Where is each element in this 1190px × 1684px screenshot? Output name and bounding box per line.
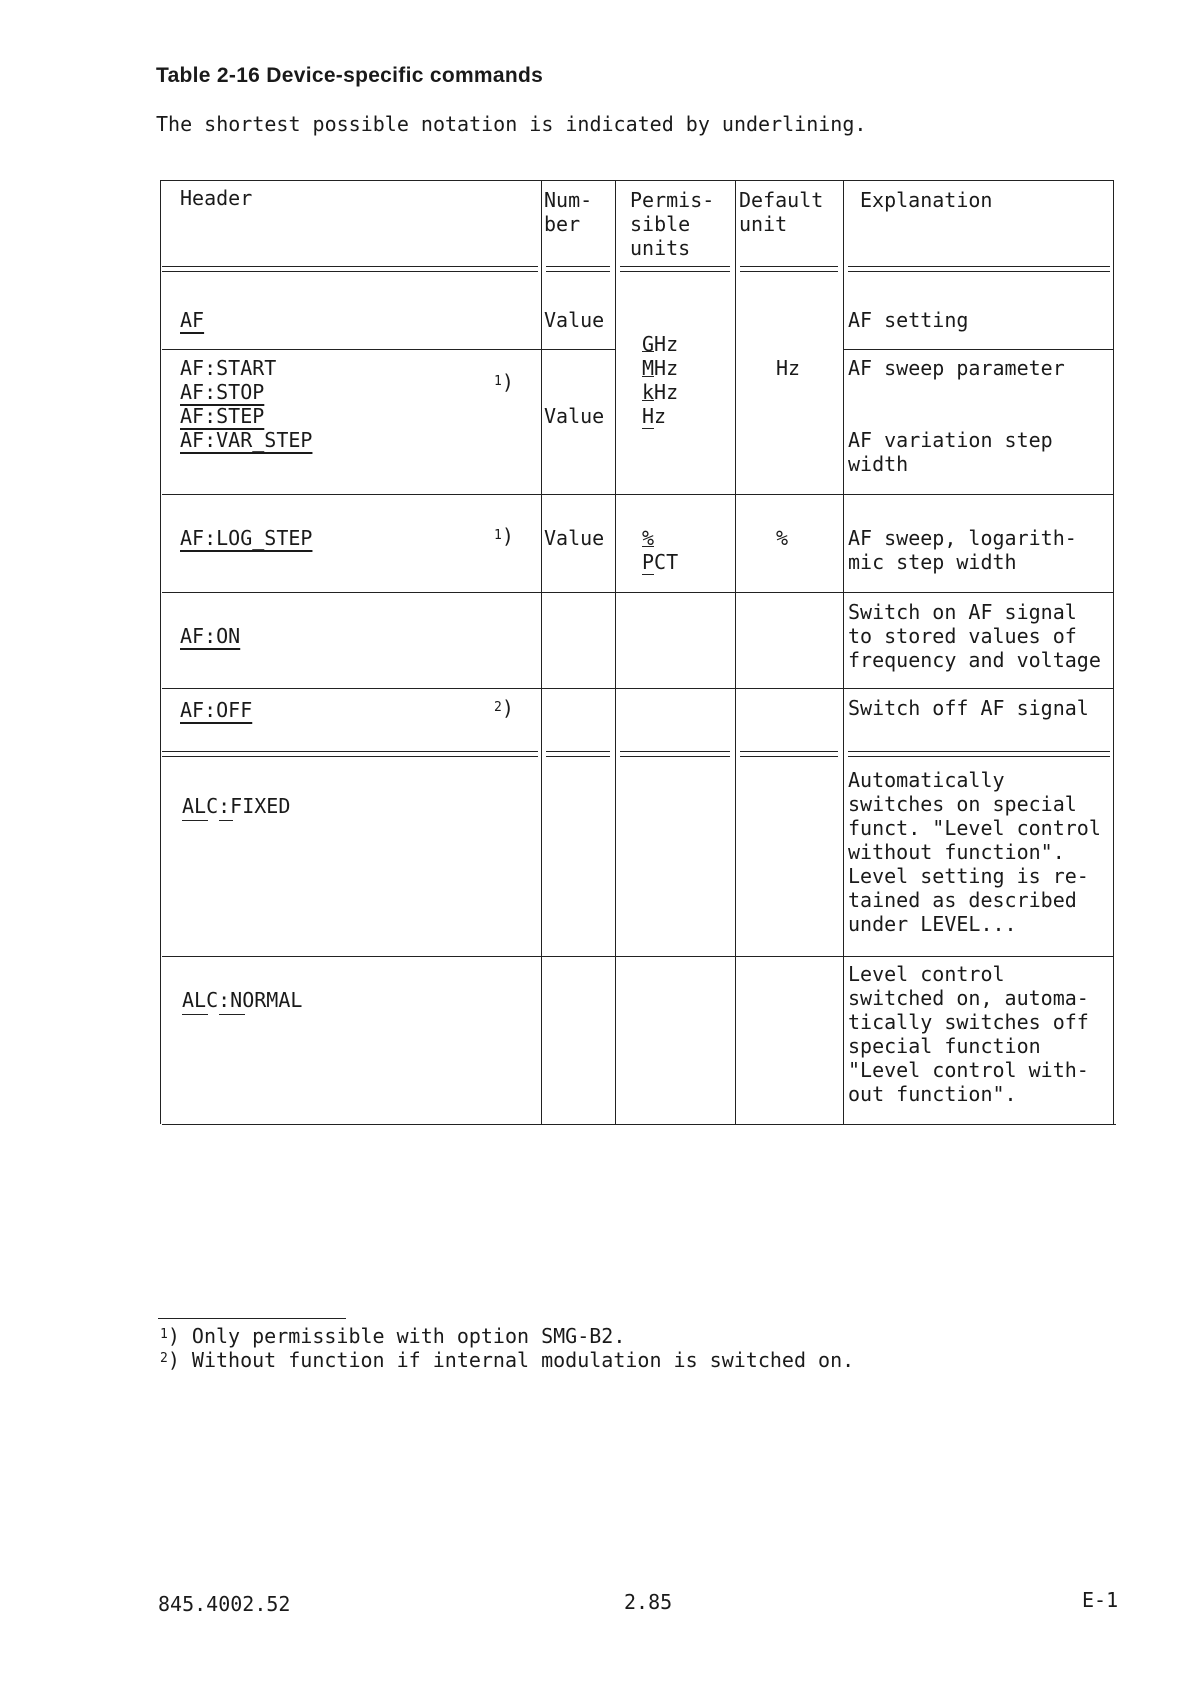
date-code: 2.85 [624, 1590, 673, 1614]
explanation-alcnormal-4: special function [848, 1034, 1041, 1058]
alc-normal-underline-1 [182, 1014, 208, 1015]
row-sep-af [162, 349, 615, 350]
number-logstep: Value [544, 526, 605, 550]
footnote-ref-sweep: $^1$) [494, 370, 514, 394]
table-bottom-border [162, 1124, 1116, 1125]
col-header-number-2: ber [544, 212, 581, 236]
explanation-afon-3: frequency and voltage [848, 648, 1101, 672]
unit-pct: PCT [642, 550, 679, 574]
header-double-rule-3 [620, 266, 730, 272]
explanation-alcnormal-1: Level control [848, 962, 1005, 986]
explanation-afon-1: Switch on AF signal [848, 600, 1077, 624]
explanation-afoff: Switch off AF signal [848, 696, 1089, 720]
footnote-2: $^2$) Without function if internal modulation is switched on. [160, 1348, 855, 1372]
command-af: AF [180, 308, 205, 332]
unit-hz: Hz [642, 404, 667, 428]
number-af: Value [544, 308, 605, 332]
explanation-logstep-2: mic step width [848, 550, 1017, 574]
col-header-header: Header [180, 186, 253, 210]
alc-fixed-underline-1 [182, 820, 208, 821]
explanation-var-2: width [848, 452, 909, 476]
explanation-alcfixed-7: under LEVEL... [848, 912, 1017, 936]
group-double-rule-4 [740, 751, 838, 757]
default-unit-percent: % [776, 526, 789, 550]
command-af-on: AF:ON [180, 624, 241, 648]
col-header-units-3: units [630, 236, 691, 260]
col-sep-explanation [843, 180, 844, 1124]
explanation-alcfixed-6: tained as described [848, 888, 1077, 912]
group-double-rule-5 [848, 751, 1110, 757]
col-header-explanation: Explanation [860, 188, 993, 212]
footnote-1: $^1$) Only permissible with option SMG-B2. [160, 1324, 626, 1348]
unit-khz: kHz [642, 380, 679, 404]
default-unit-hz: Hz [776, 356, 801, 380]
col-header-default-2: unit [739, 212, 788, 236]
col-header-units-1: Permis- [630, 188, 715, 212]
unit-underline-pct [642, 574, 654, 575]
row-sep-logstep [162, 592, 1113, 593]
command-alc-fixed: ALC:FIXED [182, 794, 291, 818]
explanation-alcnormal-6: out function". [848, 1082, 1017, 1106]
group-double-rule-2 [546, 751, 610, 757]
table-title: Table 2-16 Device-specific commands [156, 64, 544, 87]
explanation-logstep-1: AF sweep, logarith- [848, 526, 1077, 550]
unit-percent: % [642, 526, 655, 550]
footnote-rule [158, 1318, 346, 1319]
document-number: 845.4002.52 [158, 1592, 291, 1616]
command-af-off: AF:OFF [180, 698, 253, 722]
explanation-alcfixed-4: without function". [848, 840, 1065, 864]
command-alc-normal: ALC:NORMAL [182, 988, 303, 1012]
col-header-units-2: sible [630, 212, 691, 236]
command-af-start: AF:START [180, 356, 277, 380]
row-sep-afon [162, 688, 1113, 689]
footnote-ref-afoff: $^2$) [494, 696, 514, 720]
unit-mhz: MHz [642, 356, 679, 380]
explanation-alcfixed-2: switches on special [848, 792, 1077, 816]
unit-underline-k [642, 400, 654, 401]
col-sep-number [541, 180, 542, 1124]
header-double-rule-2 [546, 266, 610, 272]
row-sep-sweep [162, 494, 1113, 495]
col-header-number-1: Num- [544, 188, 593, 212]
row-sep-af-expl [843, 349, 1113, 350]
number-sweep: Value [544, 404, 605, 428]
explanation-sweep: AF sweep parameter [848, 356, 1065, 380]
table-right-border [1113, 180, 1114, 1124]
command-af-var-step: AF:VAR_STEP [180, 428, 313, 452]
explanation-afon-2: to stored values of [848, 624, 1077, 648]
explanation-alcfixed-5: Level setting is re- [848, 864, 1089, 888]
alc-fixed-underline-2 [219, 820, 233, 821]
group-double-rule-3 [620, 751, 730, 757]
table-subtitle: The shortest possible notation is indicated by underlining. [156, 112, 867, 136]
table-top-border [160, 180, 1114, 181]
unit-underline-m [642, 376, 654, 377]
header-double-rule [162, 266, 538, 272]
command-af-stop: AF:STOP [180, 380, 265, 404]
col-header-default-1: Default [739, 188, 824, 212]
footnote-ref-logstep: $^1$) [494, 524, 514, 548]
header-double-rule-5 [848, 266, 1110, 272]
col-sep-default [735, 180, 736, 1124]
unit-underline-h [642, 428, 654, 429]
command-af-step: AF:STEP [180, 404, 265, 428]
col-sep-units [615, 180, 616, 1124]
page-number: E-1 [1082, 1588, 1119, 1612]
row-sep-alcfixed [162, 956, 1113, 957]
header-double-rule-4 [740, 266, 838, 272]
explanation-alcnormal-5: "Level control with- [848, 1058, 1089, 1082]
unit-underline-percent [642, 546, 654, 547]
unit-underline-g [642, 351, 654, 352]
explanation-af: AF setting [848, 308, 969, 332]
table-left-border [160, 180, 161, 1124]
group-double-rule [162, 751, 538, 757]
explanation-var-1: AF variation step [848, 428, 1053, 452]
explanation-alcfixed-1: Automatically [848, 768, 1005, 792]
alc-normal-underline-2 [219, 1014, 245, 1015]
explanation-alcfixed-3: funct. "Level control [848, 816, 1101, 840]
command-af-log-step: AF:LOG_STEP [180, 526, 313, 550]
explanation-alcnormal-2: switched on, automa- [848, 986, 1089, 1010]
unit-ghz: GHz [642, 332, 679, 356]
explanation-alcnormal-3: tically switches off [848, 1010, 1089, 1034]
